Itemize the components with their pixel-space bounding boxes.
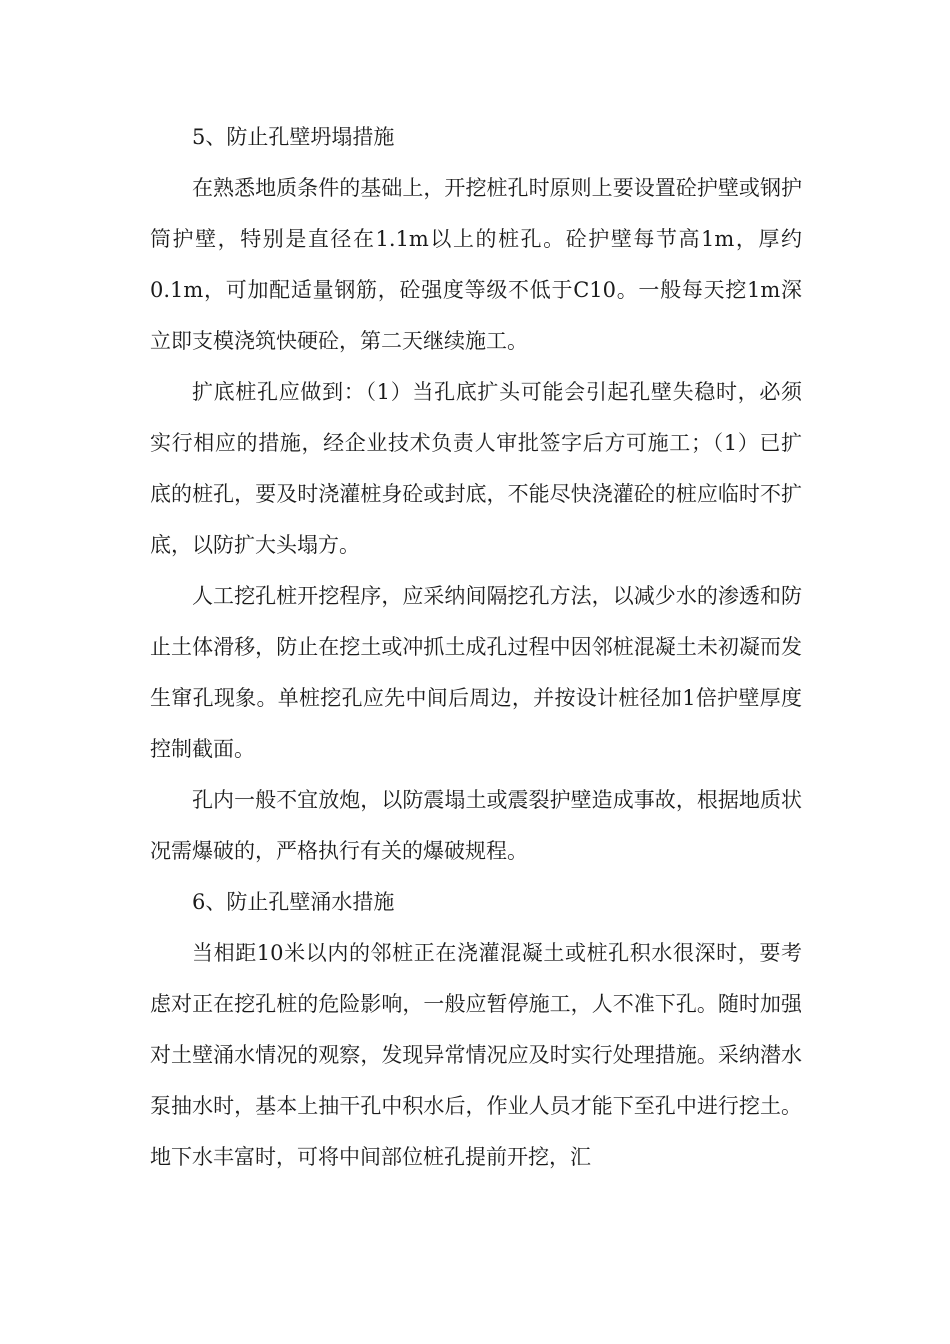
paragraph-water-inflow: 当相距10米以内的邻桩正在浇灌混凝土或桩孔积水很深时，要考虑对正在挖孔桩的危险影响，一般应暂停施工，人不准下孔。随时加强对土壁涌水情况的观察，发现异常情况应及时实行处理措施。采纳潜水泵抽水时，基本上抽干孔中积水后，作业人员才能下至孔中进行挖土。地下水丰富时，可将中间部位桩孔提前开挖，汇 (150, 941, 802, 1169)
document-body (150, 112, 802, 1183)
paragraph-excavation-sequence: 人工挖孔桩开挖程序，应采纳间隔挖孔方法，以减少水的渗透和防止土体滑移，防止在挖土或冲抓土成孔过程中因邻桩混凝土未初凝而发生窜孔现象。单桩挖孔应先中间后周边，并按设计桩径加1倍护壁厚度控制截面。 (150, 584, 802, 761)
section-heading-5: 5、防止孔壁坍塌措施 (192, 125, 395, 149)
paragraph-bell-bottom-piles: 扩底桩孔应做到：（1）当孔底扩头可能会引起孔壁失稳时，必须实行相应的措施，经企业技术负责人审批签字后方可施工；（1）已扩底的桩孔，要及时浇灌桩身砼或封底，不能尽快浇灌砼的桩应临时不扩底，以防扩大头塌方。 (150, 380, 802, 557)
paragraph-pile-wall-support: 在熟悉地质条件的基础上，开挖桩孔时原则上要设置砼护壁或钢护筒护壁，特别是直径在1.1m以上的桩孔。砼护壁每节高1m，厚约0.1m，可加配适量钢筋，砼强度等级不低于C10。一般每天挖1m深立即支模浇筑快硬砼，第二天继续施工。 (150, 176, 802, 353)
section-heading-6: 6、防止孔壁涌水措施 (192, 890, 395, 914)
paragraph-blasting-rules: 孔内一般不宜放炮，以防震塌土或震裂护壁造成事故，根据地质状况需爆破的，严格执行有关的爆破规程。 (150, 788, 802, 863)
